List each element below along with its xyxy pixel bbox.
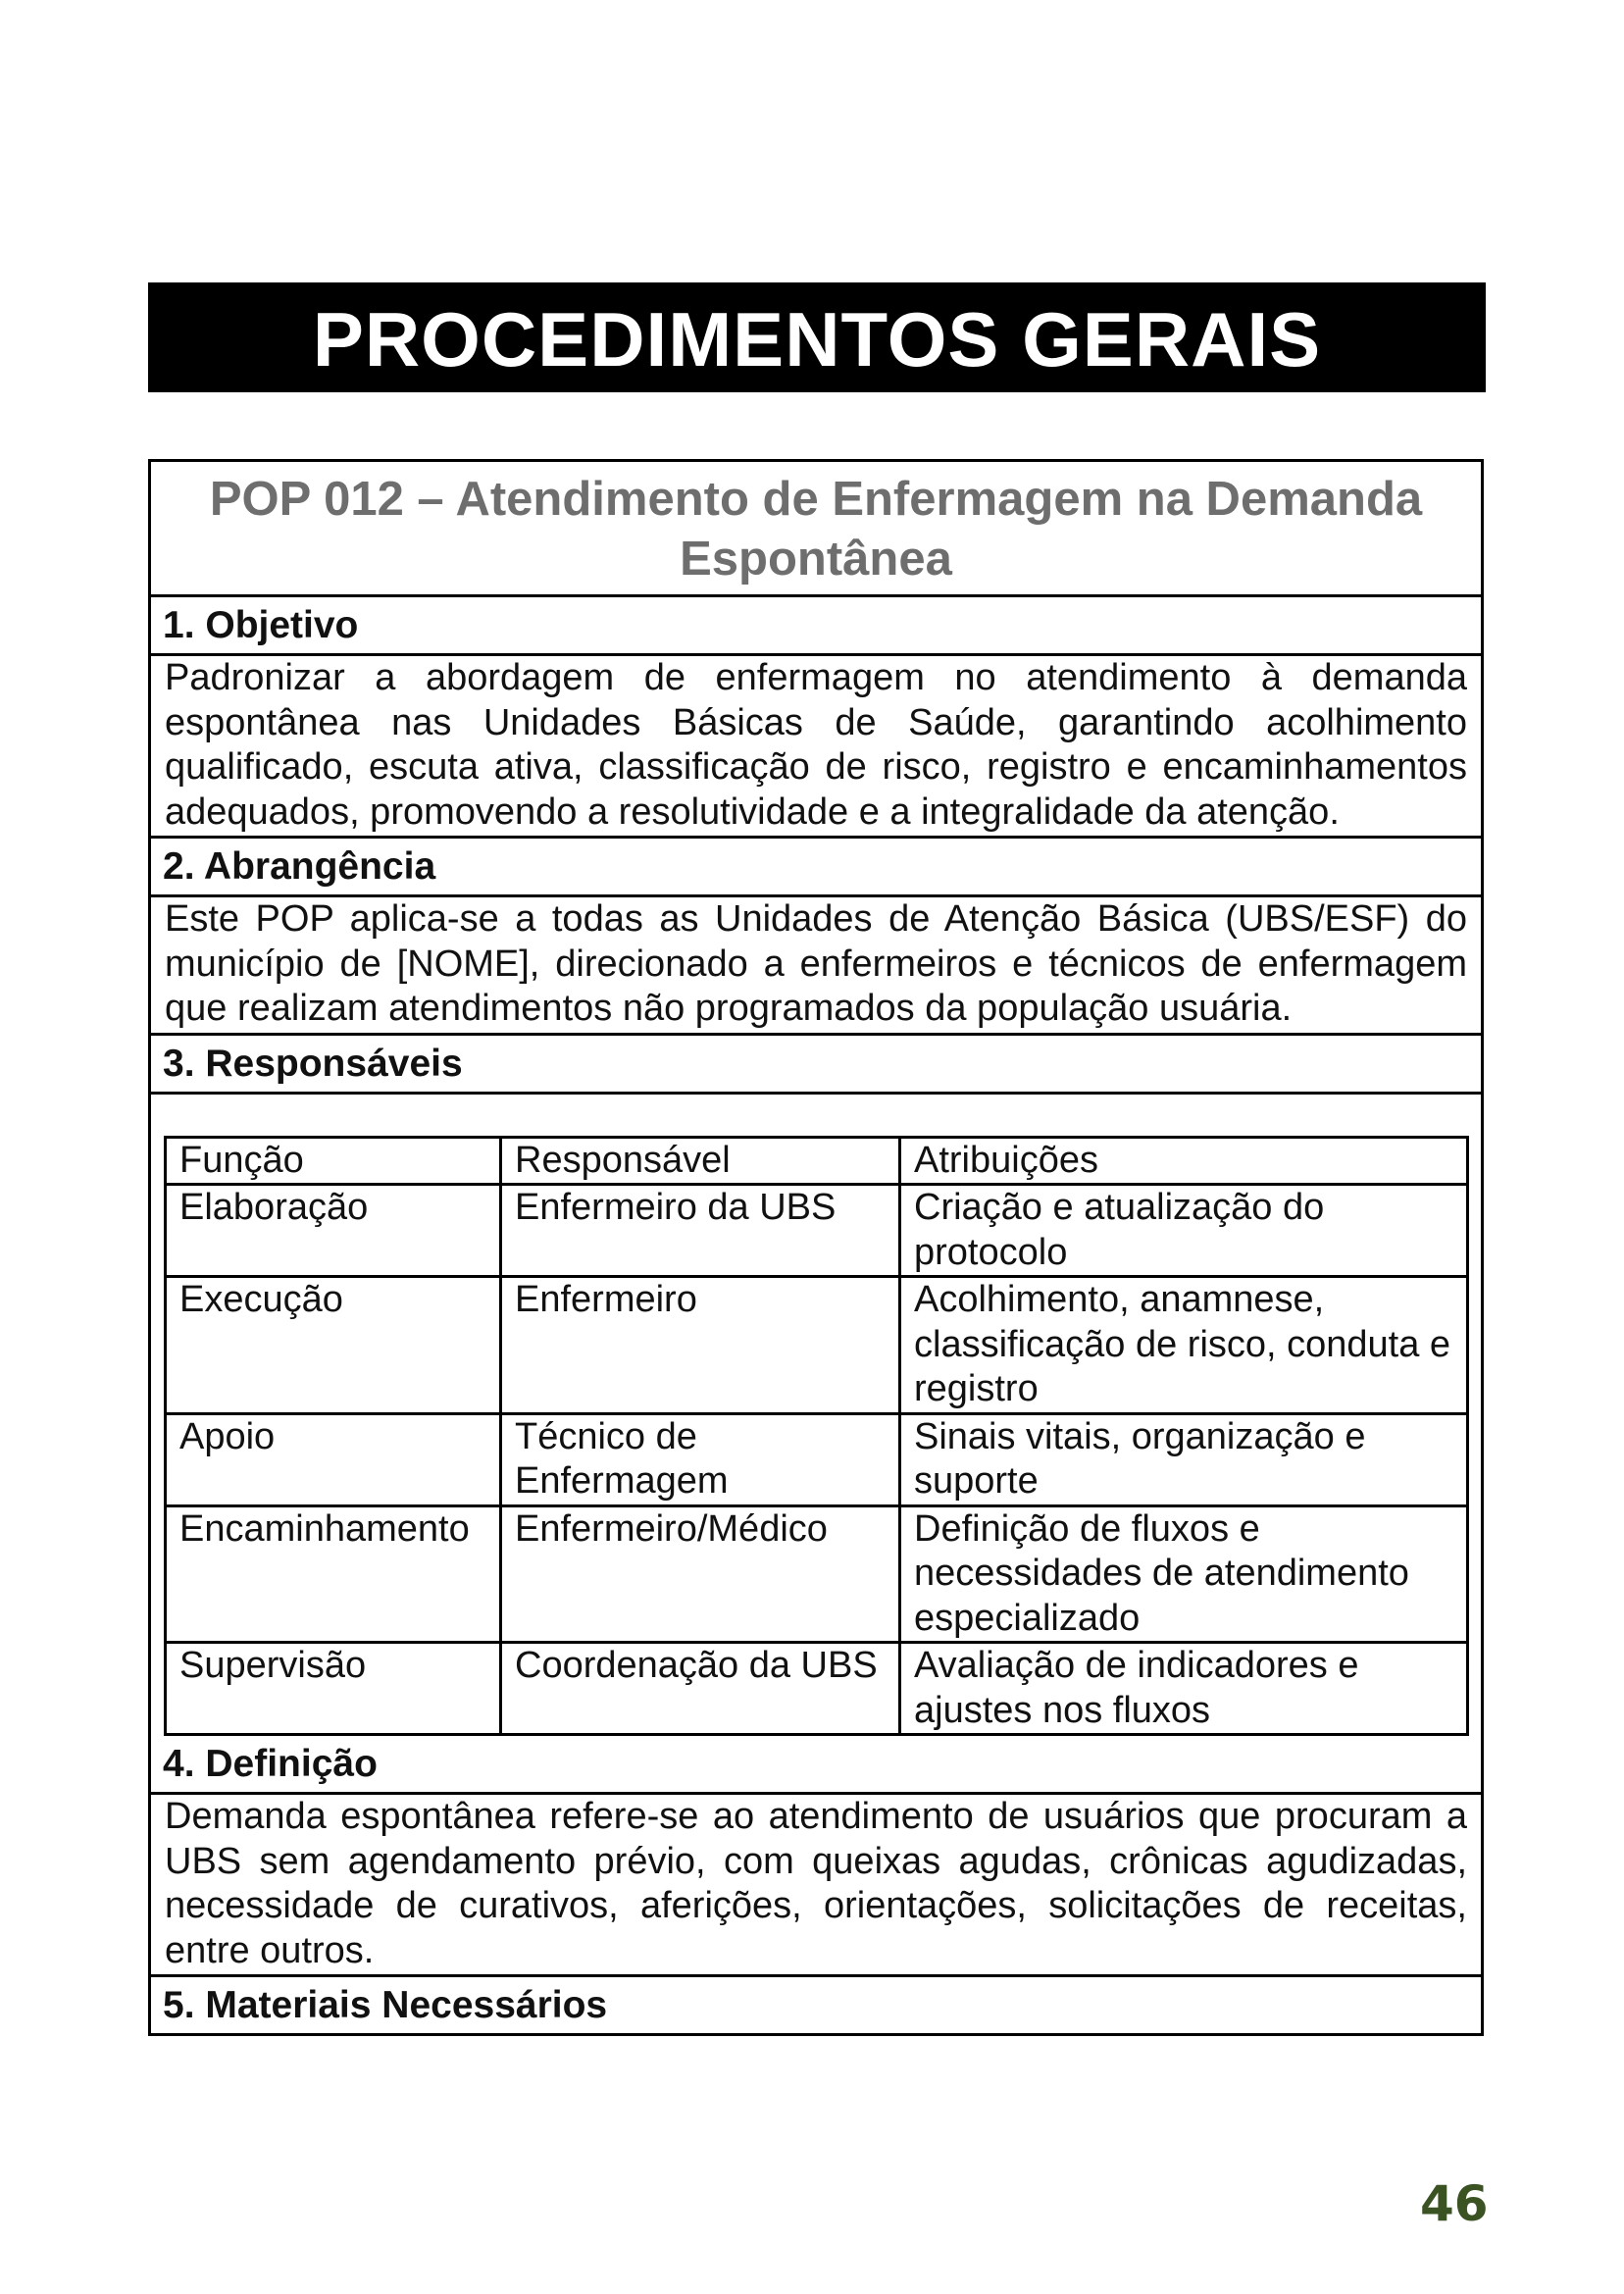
table-row — [166, 1643, 1468, 1735]
section-banner — [148, 282, 1486, 392]
table-row — [166, 1277, 1468, 1414]
table-cell: Criação e atualização do protocolo — [900, 1185, 1468, 1277]
responsaveis-table-wrapper — [151, 1095, 1481, 1737]
section-heading-responsaveis: 3. Responsáveis — [151, 1036, 1481, 1095]
table-cell: Definição de fluxos e necessidades de atendimento especializado — [900, 1505, 1468, 1643]
table-header-cell: Função — [166, 1137, 501, 1185]
table-cell: Coordenação da UBS — [501, 1643, 900, 1735]
table-cell: Encaminhamento — [166, 1505, 501, 1643]
section-text-objetivo: Padronizar a abordagem de enfermagem no atendimento à demanda espontânea nas Unidades Básicas de Saúde, garantindo acolhimento qualificado, escuta ativa, classificação de risco, registro e encaminhamentos adequados, promovendo a resolutividade e a integralidade da atenção. — [151, 656, 1481, 839]
table-cell: Execução — [166, 1277, 501, 1414]
page-number: 46 — [1420, 2175, 1489, 2232]
section-text-abrangencia: Este POP aplica-se a todas as Unidades de Atenção Básica (UBS/ESF) do município de [NOME], direcionado a enfermeiros e técnicos de enfermagem que realizam atendimentos não programados da população usuária. — [151, 897, 1481, 1036]
table-cell: Supervisão — [166, 1643, 501, 1735]
table-header-cell: Responsável — [501, 1137, 900, 1185]
section-heading-objetivo: 1. Objetivo — [151, 597, 1481, 656]
table-cell: Sinais vitais, organização e suporte — [900, 1413, 1468, 1505]
table-cell: Técnico de Enfermagem — [501, 1413, 900, 1505]
section-heading-materiais: 5. Materiais Necessários — [163, 1984, 608, 2026]
table-cell: Elaboração — [166, 1185, 501, 1277]
responsaveis-table — [164, 1136, 1469, 1737]
banner-title: PROCEDIMENTOS GERAIS — [312, 295, 1322, 382]
pop-title: POP 012 – Atendimento de Enfermagem na Demanda Espontânea — [151, 462, 1481, 597]
table-cell: Enfermeiro da UBS — [501, 1185, 900, 1277]
pop-document-box — [148, 459, 1484, 2036]
table-header-cell: Atribuições — [900, 1137, 1468, 1185]
table-row — [166, 1413, 1468, 1505]
table-header-row — [166, 1137, 1468, 1185]
section-heading-abrangencia: 2. Abrangência — [151, 839, 1481, 897]
table-row — [166, 1185, 1468, 1277]
section-text-definicao: Demanda espontânea refere-se ao atendimento de usuários que procuram a UBS sem agendamento prévio, com queixas agudas, crônicas agudizadas, necessidade de curativos, aferições, orientações, solicitações de receitas, entre outros. — [151, 1795, 1481, 1977]
table-cell: Enfermeiro/Médico — [501, 1505, 900, 1643]
table-cell: Acolhimento, anamnese, classificação de risco, conduta e registro — [900, 1277, 1468, 1414]
section-heading-definicao: 4. Definição — [151, 1736, 1481, 1795]
table-cell: Enfermeiro — [501, 1277, 900, 1414]
table-cell: Avaliação de indicadores e ajustes nos fluxos — [900, 1643, 1468, 1735]
table-cell: Apoio — [166, 1413, 501, 1505]
table-row — [166, 1505, 1468, 1643]
